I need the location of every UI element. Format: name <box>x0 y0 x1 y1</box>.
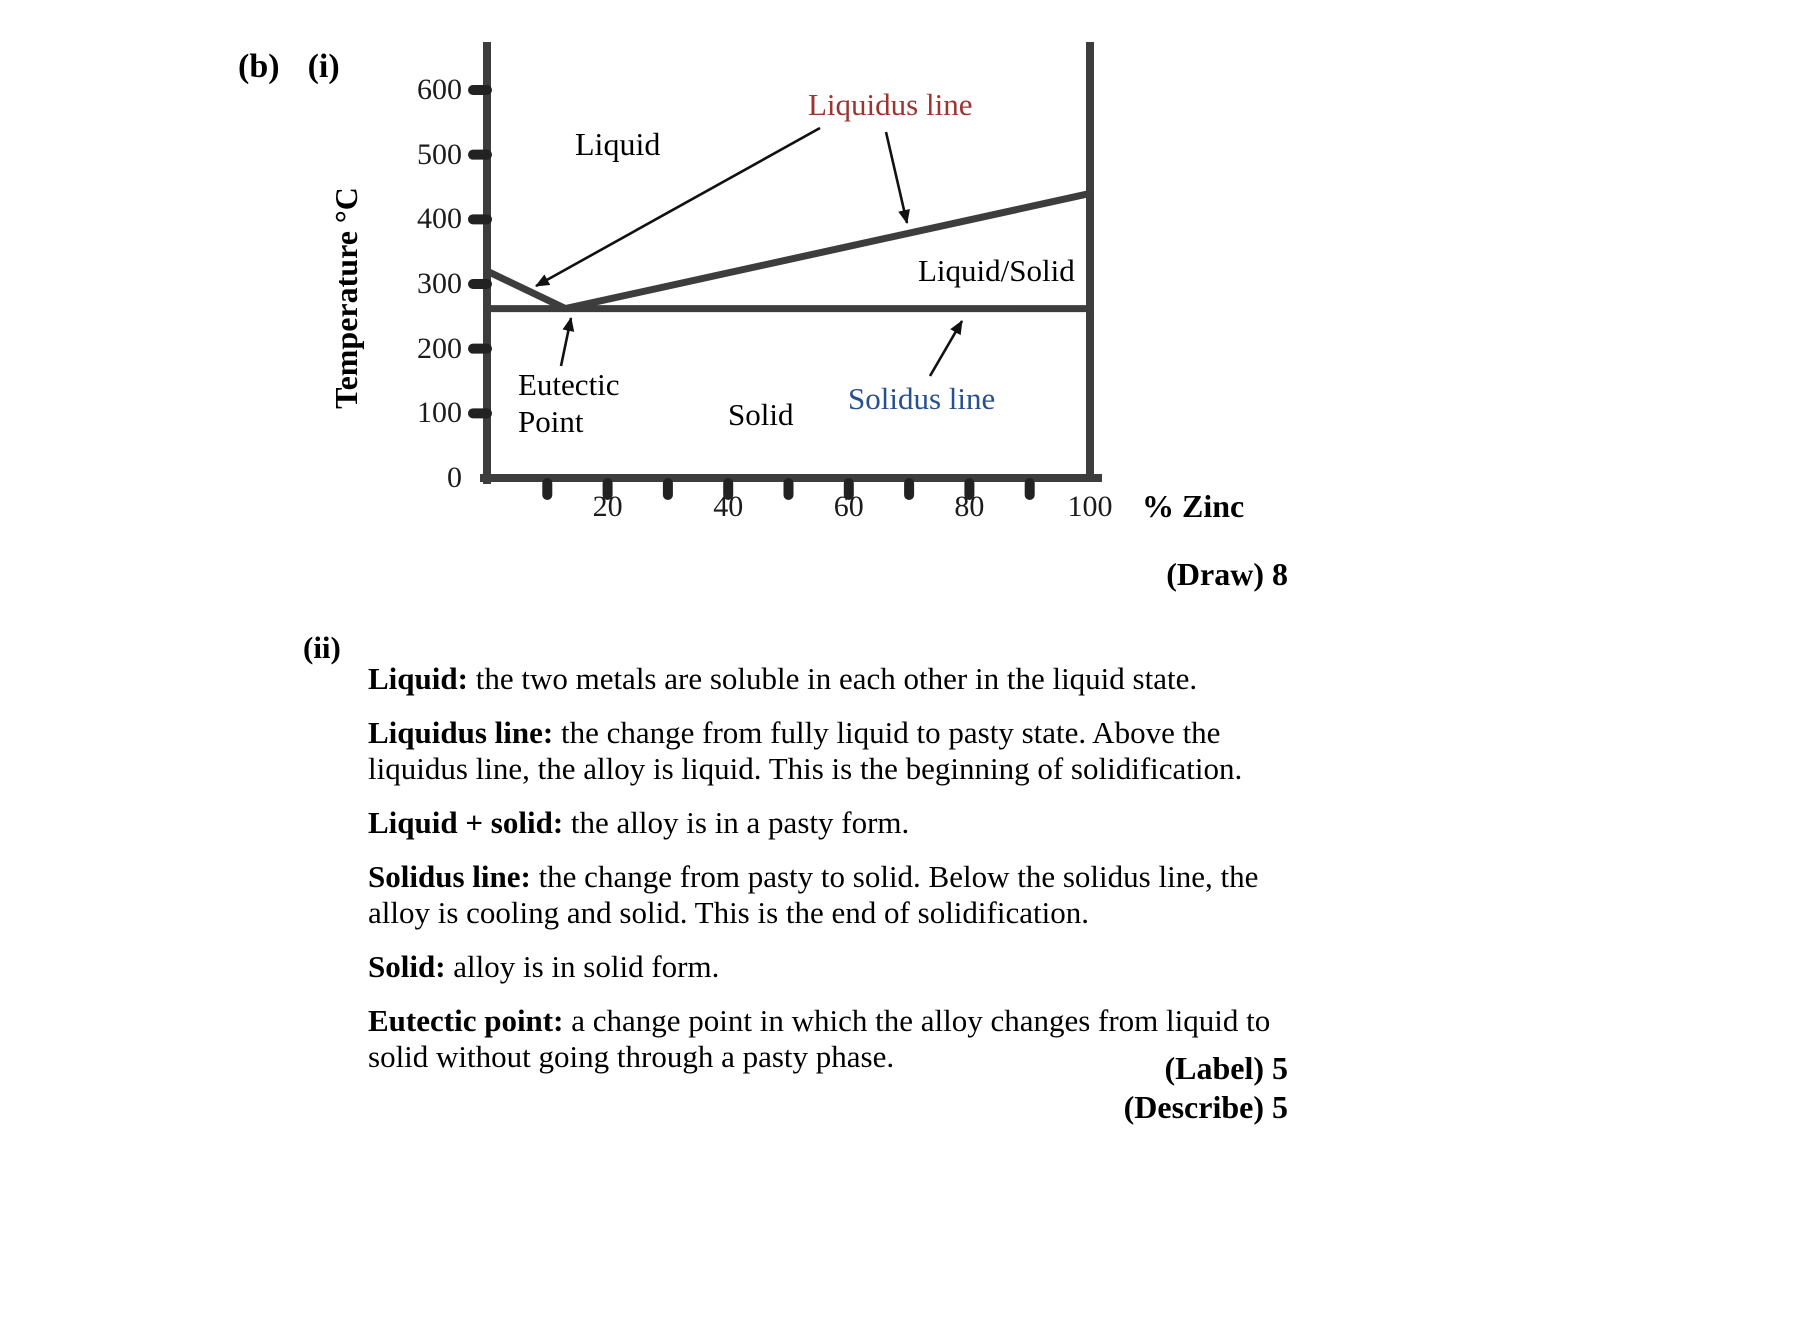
subpart-ii-label: (ii) <box>303 630 341 665</box>
eutectic-point-label-line1: Eutectic <box>518 367 620 402</box>
definition-text: the two metals are soluble in each other in the liquid state. <box>475 661 1198 696</box>
x-tick-label: 40 <box>713 490 744 523</box>
definition-term: Liquid: <box>368 661 468 696</box>
x-tick-label: 20 <box>592 490 623 523</box>
solidus-arrow <box>930 321 962 376</box>
definition-liquid-plus-solid <box>368 805 1303 841</box>
phase-diagram <box>330 40 1250 570</box>
definition-solidus-line <box>368 859 1303 931</box>
definition-text: a change point in which the alloy changes from liquid to solid without going through a pasty phase. <box>368 1003 1271 1074</box>
line-label-solidus: Solidus line <box>848 381 996 416</box>
y-tick-label: 400 <box>417 202 462 236</box>
definition-term: Solid: <box>368 949 446 984</box>
eutectic-point-label <box>518 366 620 440</box>
eutectic-point-label-line2: Point <box>518 404 584 439</box>
x-tick-label: 60 <box>833 490 864 523</box>
definition-term: Liquidus line: <box>368 715 554 750</box>
definition-text: the alloy is in a pasty form. <box>570 805 910 840</box>
y-tick-label: 200 <box>417 331 462 365</box>
definition-solid <box>368 949 1303 985</box>
x-tick-label: 80 <box>954 490 985 523</box>
y-tick-label: 0 <box>447 461 462 494</box>
definition-term: Liquid + solid: <box>368 805 564 840</box>
y-tick-label: 600 <box>417 73 462 106</box>
liquidus-right-arrow <box>886 132 907 223</box>
line-label-liquidus: Liquidus line <box>808 87 973 122</box>
y-axis-title: Temperature °C <box>328 187 364 409</box>
describe-mark: (Describe) 5 <box>1123 1089 1288 1125</box>
y-tick-label: 300 <box>417 267 462 300</box>
definition-term: Solidus line: <box>368 859 531 894</box>
subpart-label: (i) <box>307 48 340 85</box>
region-label-liquid: Liquid <box>575 126 661 162</box>
definition-term: Eutectic point: <box>368 1003 564 1038</box>
region-label-solid: Solid <box>728 397 794 432</box>
y-tick-label: 500 <box>417 137 462 171</box>
x-axis-title: % Zinc <box>1142 488 1245 524</box>
region-label-liquid-solid: Liquid/Solid <box>918 253 1075 288</box>
question-part-heading <box>238 48 340 86</box>
draw-mark: (Draw) 8 <box>1166 556 1288 592</box>
definition-liquidus-line <box>368 715 1303 787</box>
definition-text: the change from pasty to solid. Below the solidus line, the alloy is cooling and solid. This is the end of solidification. <box>368 859 1259 930</box>
definition-text: alloy is in solid form. <box>453 949 720 984</box>
definition-liquid <box>368 661 1303 697</box>
part-label: (b) <box>238 48 280 85</box>
x-tick-label: 100 <box>1067 490 1113 523</box>
definition-text: the change from fully liquid to pasty state. Above the liquidus line, the alloy is liquid. This is the beginning of solidification. <box>368 715 1243 786</box>
label-mark: (Label) 5 <box>1164 1050 1288 1086</box>
annotation-arrows <box>536 128 962 376</box>
definition-eutectic-point <box>368 1003 1303 1075</box>
eutectic-point-arrow <box>561 318 571 366</box>
y-tick-label: 100 <box>417 396 462 430</box>
